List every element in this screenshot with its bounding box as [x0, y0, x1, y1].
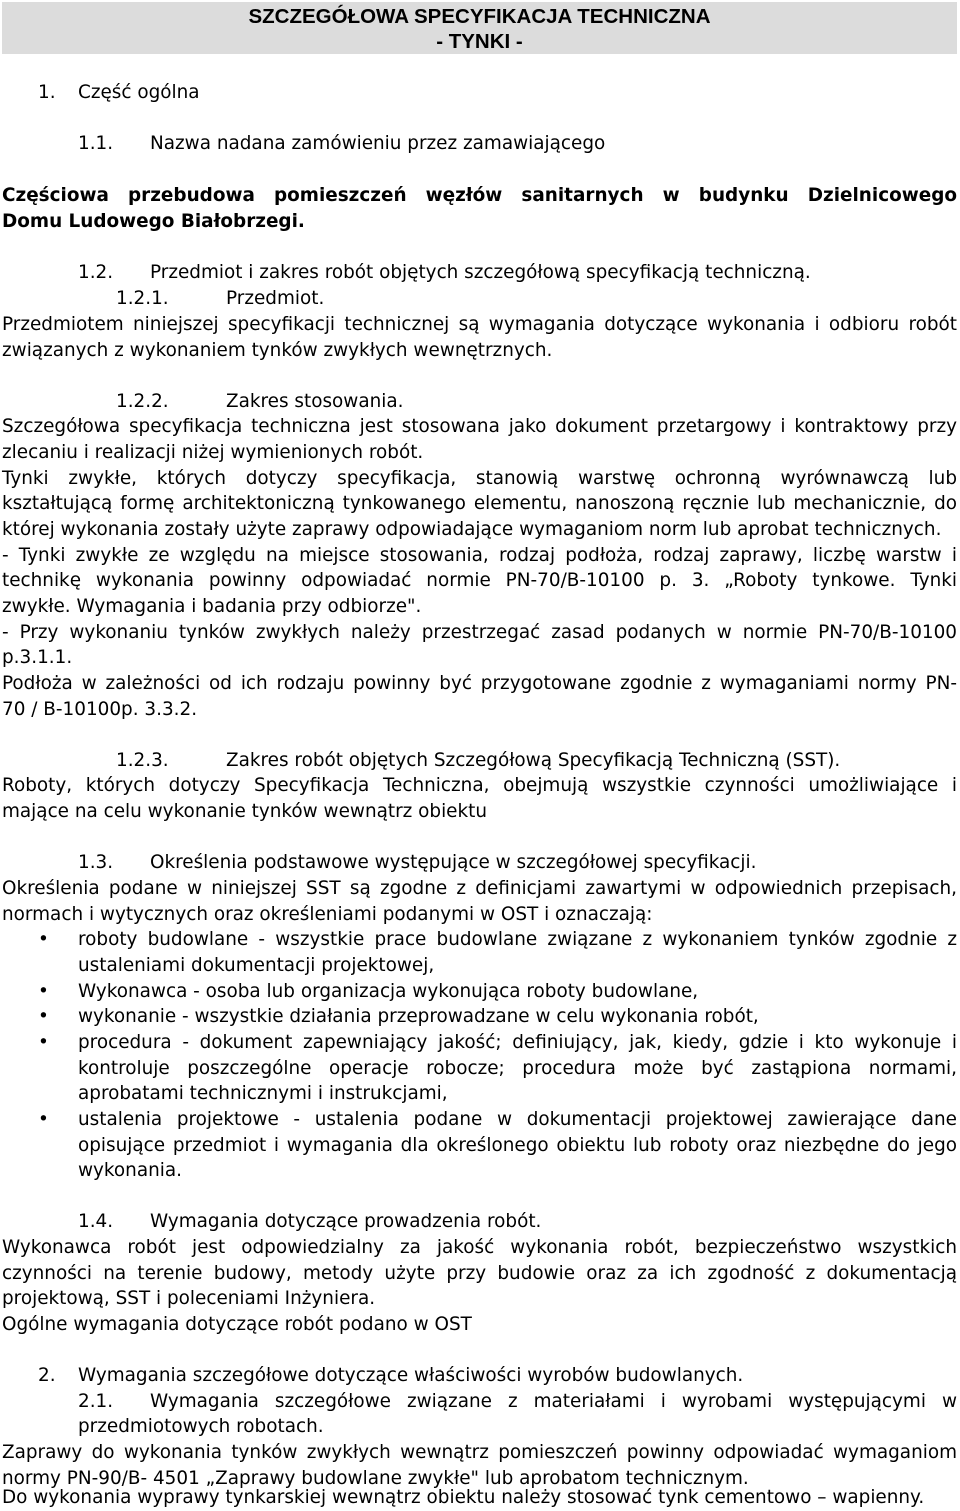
paragraph-line: zlecaniu i realizacji niżej wymienionych robót.	[2, 442, 424, 463]
paragraph-line: Tynki zwykłe, których dotyczy specyfikacja, stanowią warstwę ochronną wyrównawczą lub	[2, 468, 957, 489]
paragraph-line: czynności na terenie budowy, metody użyte przy budowie oraz za ich zgodność z dokumentacją	[2, 1263, 957, 1284]
section-number: 1.	[38, 82, 56, 103]
section-title: Zakres robót objętych Szczegółową Specyfikacją Techniczną (SST).	[226, 750, 841, 771]
paragraph-line: mające na celu wykonanie tynków wewnątrz obiektu	[2, 801, 488, 822]
order-name-line: Domu Ludowego Białobrzegi.	[2, 211, 305, 232]
section-title: Określenia podstawowe występujące w szczegółowej specyfikacji.	[150, 852, 757, 873]
section-title-continued: przedmiotowych robotach.	[78, 1416, 324, 1437]
section-title: Część ogólna	[78, 82, 200, 103]
bullet-icon: •	[38, 981, 49, 1002]
list-item-line: kontroluje poszczególne operacje robocze; procedura może być zastąpiona normami,	[78, 1058, 957, 1079]
paragraph-line: Przedmiotem niniejszej specyfikacji technicznej są wymagania dotyczące wykonania i odbioru robót	[2, 314, 957, 335]
order-name-line: Częściowa przebudowa pomieszczeń węzłów sanitarnych w budynku Dzielnicowego	[2, 185, 957, 206]
bullet-icon: •	[38, 1109, 49, 1130]
paragraph-line: zwykłe. Wymagania i badania przy odbiorze".	[2, 596, 422, 617]
section-title: Nazwa nadana zamówieniu przez zamawiającego	[150, 133, 606, 154]
section-number: 1.2.	[78, 262, 114, 283]
bullet-icon: •	[38, 1032, 49, 1053]
bullet-icon: •	[38, 929, 49, 950]
section-number: 1.2.3.	[116, 750, 169, 771]
list-item-line: wykonania.	[78, 1160, 182, 1181]
paragraph-line: związanych z wykonaniem tynków zwykłych wewnętrznych.	[2, 340, 553, 361]
list-item-line: ustaleniami dokumentacji projektowej,	[78, 955, 435, 976]
section-title: Wymagania szczegółowe związane z materiałami i wyrobami występującymi w	[150, 1391, 957, 1412]
paragraph-line: Podłoża w zależności od ich rodzaju powinny być przygotowane zgodnie z wymaganiami normy PN-	[2, 673, 957, 694]
section-title: Przedmiot.	[226, 288, 325, 309]
paragraph-line: Określenia podane w niniejszej SST są zgodne z definicjami zawartymi w odpowiednich przepisach,	[2, 878, 957, 899]
section-number: 1.4.	[78, 1211, 114, 1232]
document-subtitle: - TYNKI -	[436, 30, 523, 53]
paragraph-line: Szczegółowa specyfikacja techniczna jest stosowana jako dokument przetargowy i kontraktowy przy	[2, 416, 957, 437]
paragraph-line: - Tynki zwykłe ze względu na miejsce stosowania, rodzaj podłoża, rodzaj zaprawy, liczbę warstw i	[2, 545, 957, 566]
document-header	[2, 2, 957, 54]
paragraph-line: Do wykonania wyprawy tynkarskiej wewnątrz obiektu należy stosować tynk cementowo – wapienny.	[2, 1487, 925, 1508]
paragraph-line: - Przy wykonaniu tynków zwykłych należy przestrzegać zasad podanych w normie PN-70/B-10100	[2, 622, 957, 643]
list-item-line: ustalenia projektowe - ustalenia podane w dokumentacji projektowej zawierające dane	[78, 1109, 957, 1130]
section-number: 2.1.	[78, 1391, 114, 1412]
section-title: Przedmiot i zakres robót objętych szczegółową specyfikacją techniczną.	[150, 262, 811, 283]
section-title: Wymagania szczegółowe dotyczące właściwości wyrobów budowlanych.	[78, 1365, 744, 1386]
list-item-line: roboty budowlane - wszystkie prace budowlane związane z wykonaniem tynków zgodnie z	[78, 929, 957, 950]
paragraph-line: normy PN-90/B- 4501 „Zaprawy budowlane zwykłe" lub aprobatom technicznym.	[2, 1468, 749, 1489]
paragraph-line: projektową, SST i poleceniami Inżyniera.	[2, 1288, 376, 1309]
paragraph-line: p.3.1.1.	[2, 647, 73, 668]
section-number: 1.2.2.	[116, 391, 169, 412]
list-item-line: Wykonawca - osoba lub organizacja wykonująca roboty budowlane,	[78, 981, 699, 1002]
list-item-line: aprobatami technicznymi i instrukcjami,	[78, 1083, 448, 1104]
paragraph-line: Roboty, których dotyczy Specyfikacja Techniczna, obejmują wszystkie czynności umożliwiające i	[2, 775, 957, 796]
document-title: SZCZEGÓŁOWA SPECYFIKACJA TECHNICZNA	[248, 5, 711, 28]
bullet-icon: •	[38, 1006, 49, 1027]
paragraph-line: której wykonania zostały użyte zaprawy odpowiadające wymaganiom norm lub aprobat technicznych.	[2, 519, 942, 540]
paragraph-line: Ogólne wymagania dotyczące robót podano w OST	[2, 1314, 472, 1335]
paragraph-line: Wykonawca robót jest odpowiedzialny za jakość wykonania robót, bezpieczeństwo wszystkich	[2, 1237, 957, 1258]
list-item-line: wykonanie - wszystkie działania przeprowadzane w celu wykonania robót,	[78, 1006, 759, 1027]
paragraph-line: technikę wykonania powinny odpowiadać normie PN-70/B-10100 p. 3. „Roboty tynkowe. Tynki	[2, 570, 957, 591]
section-title: Zakres stosowania.	[226, 391, 404, 412]
section-number: 1.1.	[78, 133, 114, 154]
section-title: Wymagania dotyczące prowadzenia robót.	[150, 1211, 542, 1232]
section-number: 2.	[38, 1365, 56, 1386]
list-item-line: procedura - dokument zapewniający jakość; definiujący, jak, kiedy, gdzie i kto wykonuje i	[78, 1032, 957, 1053]
section-number: 1.2.1.	[116, 288, 169, 309]
paragraph-line: kształtującą formę architektoniczną tynkowanego elementu, nanoszoną ręcznie lub mechanicznie, do	[2, 493, 957, 514]
paragraph-line: 70 / B-10100p. 3.3.2.	[2, 699, 198, 720]
section-number: 1.3.	[78, 852, 114, 873]
paragraph-line: Zaprawy do wykonania tynków zwykłych wewnątrz pomieszczeń powinny odpowiadać wymaganiom	[2, 1442, 957, 1463]
list-item-line: opisujące przedmiot i wymagania dla określonego obiektu lub roboty oraz niezbędne do jego	[78, 1135, 957, 1156]
paragraph-line: normach i wytycznych oraz określeniami podanymi w OST i oznaczają:	[2, 904, 653, 925]
